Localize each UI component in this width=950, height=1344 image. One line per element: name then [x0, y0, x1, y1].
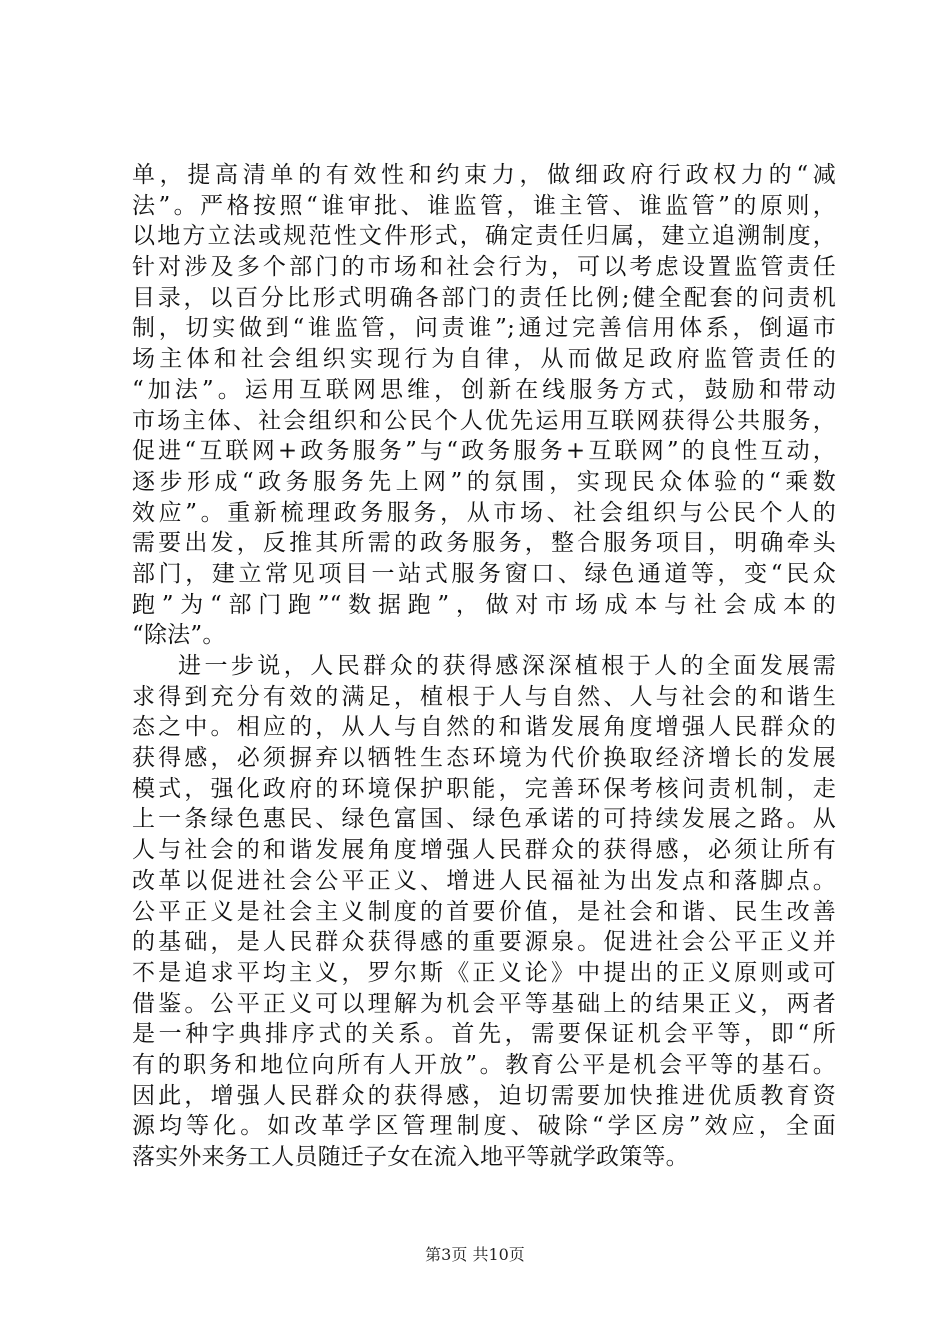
- text-line: 公平正义是社会主义制度的首要价值，是社会和谐、民生改善: [132, 898, 836, 925]
- text-line: 借鉴。公平正义可以理解为机会平等基础上的结果正义，两者: [132, 990, 836, 1017]
- text-line: 场主体和社会组织实现行为自律，从而做足政府监管责任的: [132, 346, 836, 373]
- text-line: 有的职务和地位向所有人开放”。教育公平是机会平等的基石。: [132, 1051, 836, 1078]
- text-line: 以地方立法或规范性文件形式，确定责任归属，建立追溯制度，: [132, 223, 836, 250]
- text-line: 市场主体、社会组织和公民个人优先运用互联网获得公共服务，: [132, 407, 836, 434]
- text-line: “加法”。运用互联网思维，创新在线服务方式，鼓励和带动: [132, 376, 836, 403]
- paragraph: [132, 651, 836, 1173]
- text-line: 促进“互联网+政务服务”与“政务服务+互联网”的良性互动，: [132, 438, 836, 465]
- text-line: 人与社会的和谐发展角度增强人民群众的获得感，必须让所有: [132, 837, 836, 864]
- text-line: 跑”为“部门跑”“数据跑”，做对市场成本与社会成本的: [132, 591, 836, 618]
- page-footer: 第3页 共10页: [425, 1245, 525, 1264]
- text-line: 上一条绿色惠民、绿色富国、绿色承诺的可持续发展之路。从: [132, 806, 836, 833]
- text-line: 因此，增强人民群众的获得感，迫切需要加快推进优质教育资: [132, 1082, 836, 1109]
- text-line: 效应”。重新梳理政务服务，从市场、社会组织与公民个人的: [132, 499, 836, 526]
- text-line: 求得到充分有效的满足，植根于人与自然、人与社会的和谐生: [132, 683, 836, 710]
- text-line: 的基础，是人民群众获得感的重要源泉。促进社会公平正义并: [132, 929, 836, 956]
- text-line: 需要出发，反推其所需的政务服务，整合服务项目，明确牵头: [132, 530, 836, 557]
- text-line: 获得感，必须摒弃以牺牲生态环境为代价换取经济增长的发展: [132, 745, 836, 772]
- text-line: 源均等化。如改革学区管理制度、破除“学区房”效应，全面: [132, 1113, 836, 1140]
- text-line: 目录，以百分比形式明确各部门的责任比例;健全配套的问责机: [132, 284, 836, 311]
- text-line: 单，提高清单的有效性和约束力，做细政府行政权力的“减: [132, 162, 836, 188]
- text-line: 法”。严格按照“谁审批、谁监管，谁主管、谁监管”的原则，: [132, 192, 836, 219]
- text-line: 逐步形成“政务服务先上网”的氛围，实现民众体验的“乘数: [132, 468, 836, 495]
- text-line: 模式，强化政府的环境保护职能，完善环保考核问责机制，走: [132, 775, 836, 802]
- text-line: 针对涉及多个部门的市场和社会行为，可以考虑设置监管责任: [132, 254, 836, 281]
- text-line: 态之中。相应的，从人与自然的和谐发展角度增强人民群众的: [132, 714, 836, 741]
- text-line: 是一种字典排序式的关系。首先，需要保证机会平等，即“所: [132, 1021, 836, 1048]
- text-line: 不是追求平均主义，罗尔斯《正义论》中提出的正义原则或可: [132, 959, 836, 986]
- text-line: 改革以促进社会公平正义、增进人民福祉为出发点和落脚点。: [132, 867, 836, 894]
- text-line: 制，切实做到“谁监管，问责谁”;通过完善信用体系，倒逼市: [132, 315, 836, 342]
- text-line: “除法”。: [132, 622, 226, 649]
- paragraph: [132, 160, 836, 651]
- text-line: 落实外来务工人员随迁子女在流入地平等就学政策等。: [132, 1144, 689, 1170]
- text-line: 进一步说，人民群众的获得感深深植根于人的全面发展需: [178, 653, 836, 679]
- text-line: 部门，建立常见项目一站式服务窗口、绿色通道等，变“民众: [132, 560, 836, 587]
- document-body: [132, 160, 836, 1173]
